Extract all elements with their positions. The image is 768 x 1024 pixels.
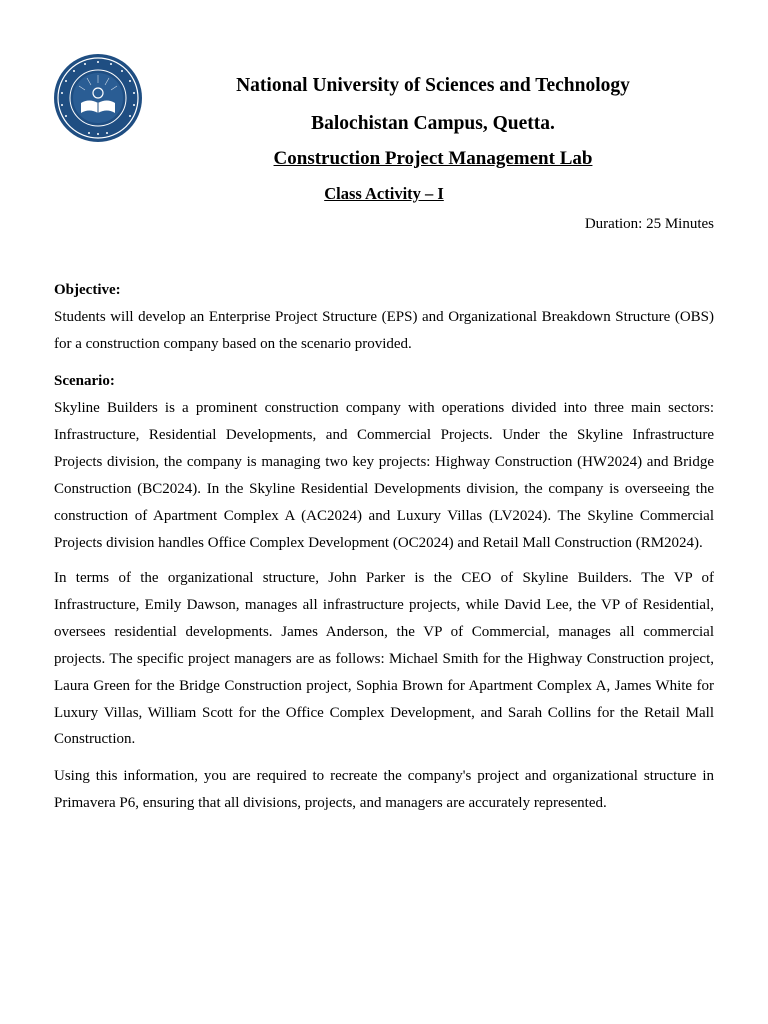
scenario-heading: Scenario: [54,373,115,389]
scenario-paragraph: In terms of the organizational structure, John Parker is the CEO of Skyline Builders. The VP of Infrastructure, Emily Dawson, manages all infrastructure projects, while David Lee, the VP of Residential, oversees residential developments. James Anderson, the VP of Commercial, manages all commercial projects. The specific project managers are as follows: Michael Smith for the Highway Construction project, Laura Green for the Bridge Construction project, Sophia Brown for Apartment Complex A, James White for Luxury Villas, William Scott for the Office Complex Development, and Sarah Collins for the Retail Mall Construction. [54,570,714,748]
duration-label: Duration: 25 Minutes [584,216,714,232]
activity-title: Class Activity – I [324,184,444,203]
objective-heading: Objective: [54,282,121,298]
course-title: Construction Project Management Lab [273,148,593,169]
university-title: National University of Sciences and Technology [236,75,630,96]
scenario-paragraph: Using this information, you are required to recreate the company's project and organizational structure in Primavera P6, ensuring that all divisions, projects, and managers are accurately represented. [54,768,714,811]
objective-text: Students will develop an Enterprise Project Structure (EPS) and Organizational Breakdown Structure (OBS) for a construction company based on the scenario provided. [54,309,714,352]
scenario-paragraph: Skyline Builders is a prominent construction company with operations divided into three main sectors: Infrastructure, Residential Developments, and Commercial Projects. Under the Skyline Infrastructure Projects division, the company is managing two key projects: Highway Construction (HW2024) and Bridge Construction (BC2024). In the Skyline Residential Developments division, the company is overseeing the construction of Apartment Complex A (AC2024) and Luxury Villas (LV2024). The Skyline Commercial Projects division handles Office Complex Development (OC2024) and Retail Mall Construction (RM2024). [54,400,714,551]
campus-title: Balochistan Campus, Quetta. [311,113,555,134]
